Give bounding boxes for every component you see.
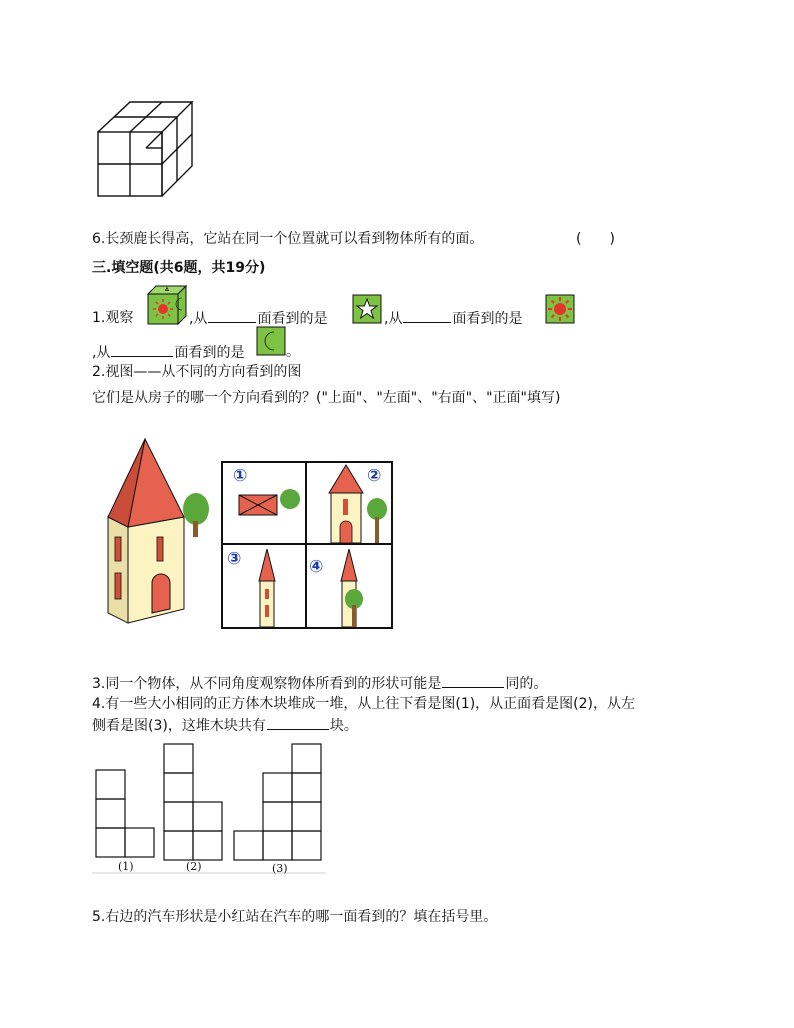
answer-parentheses[interactable]: ( ) (576, 231, 615, 247)
house-views-grid (221, 461, 393, 629)
view-label-1: ① (233, 466, 248, 486)
blank-4[interactable] (267, 715, 329, 730)
sun-face-icon (545, 294, 575, 324)
stacked-cubes-figure (92, 96, 202, 206)
question-1-end: 。 (286, 344, 300, 360)
question-2-instruction: 它们是从房子的哪一个方向看到的？("上面"、"左面"、"右面"、"正面"填写) (92, 390, 561, 406)
block-fig-label-3: (3) (272, 862, 288, 875)
question-1-line2: ,从 面看到的是 (92, 342, 244, 363)
blank-1a[interactable] (208, 308, 256, 323)
question-1-prefix: 1.观察 (92, 310, 134, 326)
block-fig-label-2: (2) (186, 860, 202, 873)
moon-face-icon (256, 326, 286, 356)
house-tower-figure (100, 437, 212, 627)
question-4-line2: 侧看是图(3)，这堆木块共有 块。 (92, 715, 358, 736)
view-label-3: ③ (227, 549, 242, 569)
section-title: 三.填空题(共6题，共19分) (92, 260, 266, 276)
star-face-icon (352, 294, 382, 324)
block-views-figure (92, 742, 332, 874)
block-fig-label-1: (1) (118, 860, 134, 873)
question-1-text-a: ,从 面看到的是 (189, 308, 327, 329)
question-5: 5.右边的汽车形状是小红站在汽车的哪一面看到的？填在括号里。 (92, 909, 498, 925)
question-6-text: 6.长颈鹿长得高，它站在同一个位置就可以看到物体所有的面。 (92, 231, 484, 247)
question-6-judge (92, 229, 483, 249)
blank-1b[interactable] (403, 308, 451, 323)
question-4-line1: 4.有一些大小相同的正方体木块堆成一堆，从上往下看是图(1)，从正面看是图(2)，从左 (92, 696, 636, 712)
blank-1c[interactable] (111, 342, 173, 357)
cube-icon (146, 284, 188, 326)
question-2-title: 2.视图——从不同的方向看到的图 (92, 364, 302, 380)
question-3: 3.同一个物体，从不同角度观察物体所看到的形状可能是 同的。 (92, 673, 547, 694)
view-label-2: ② (367, 466, 382, 486)
question-1-text-b: ,从 面看到的是 (384, 308, 522, 329)
view-label-4: ④ (309, 557, 324, 577)
blank-3[interactable] (442, 673, 504, 688)
